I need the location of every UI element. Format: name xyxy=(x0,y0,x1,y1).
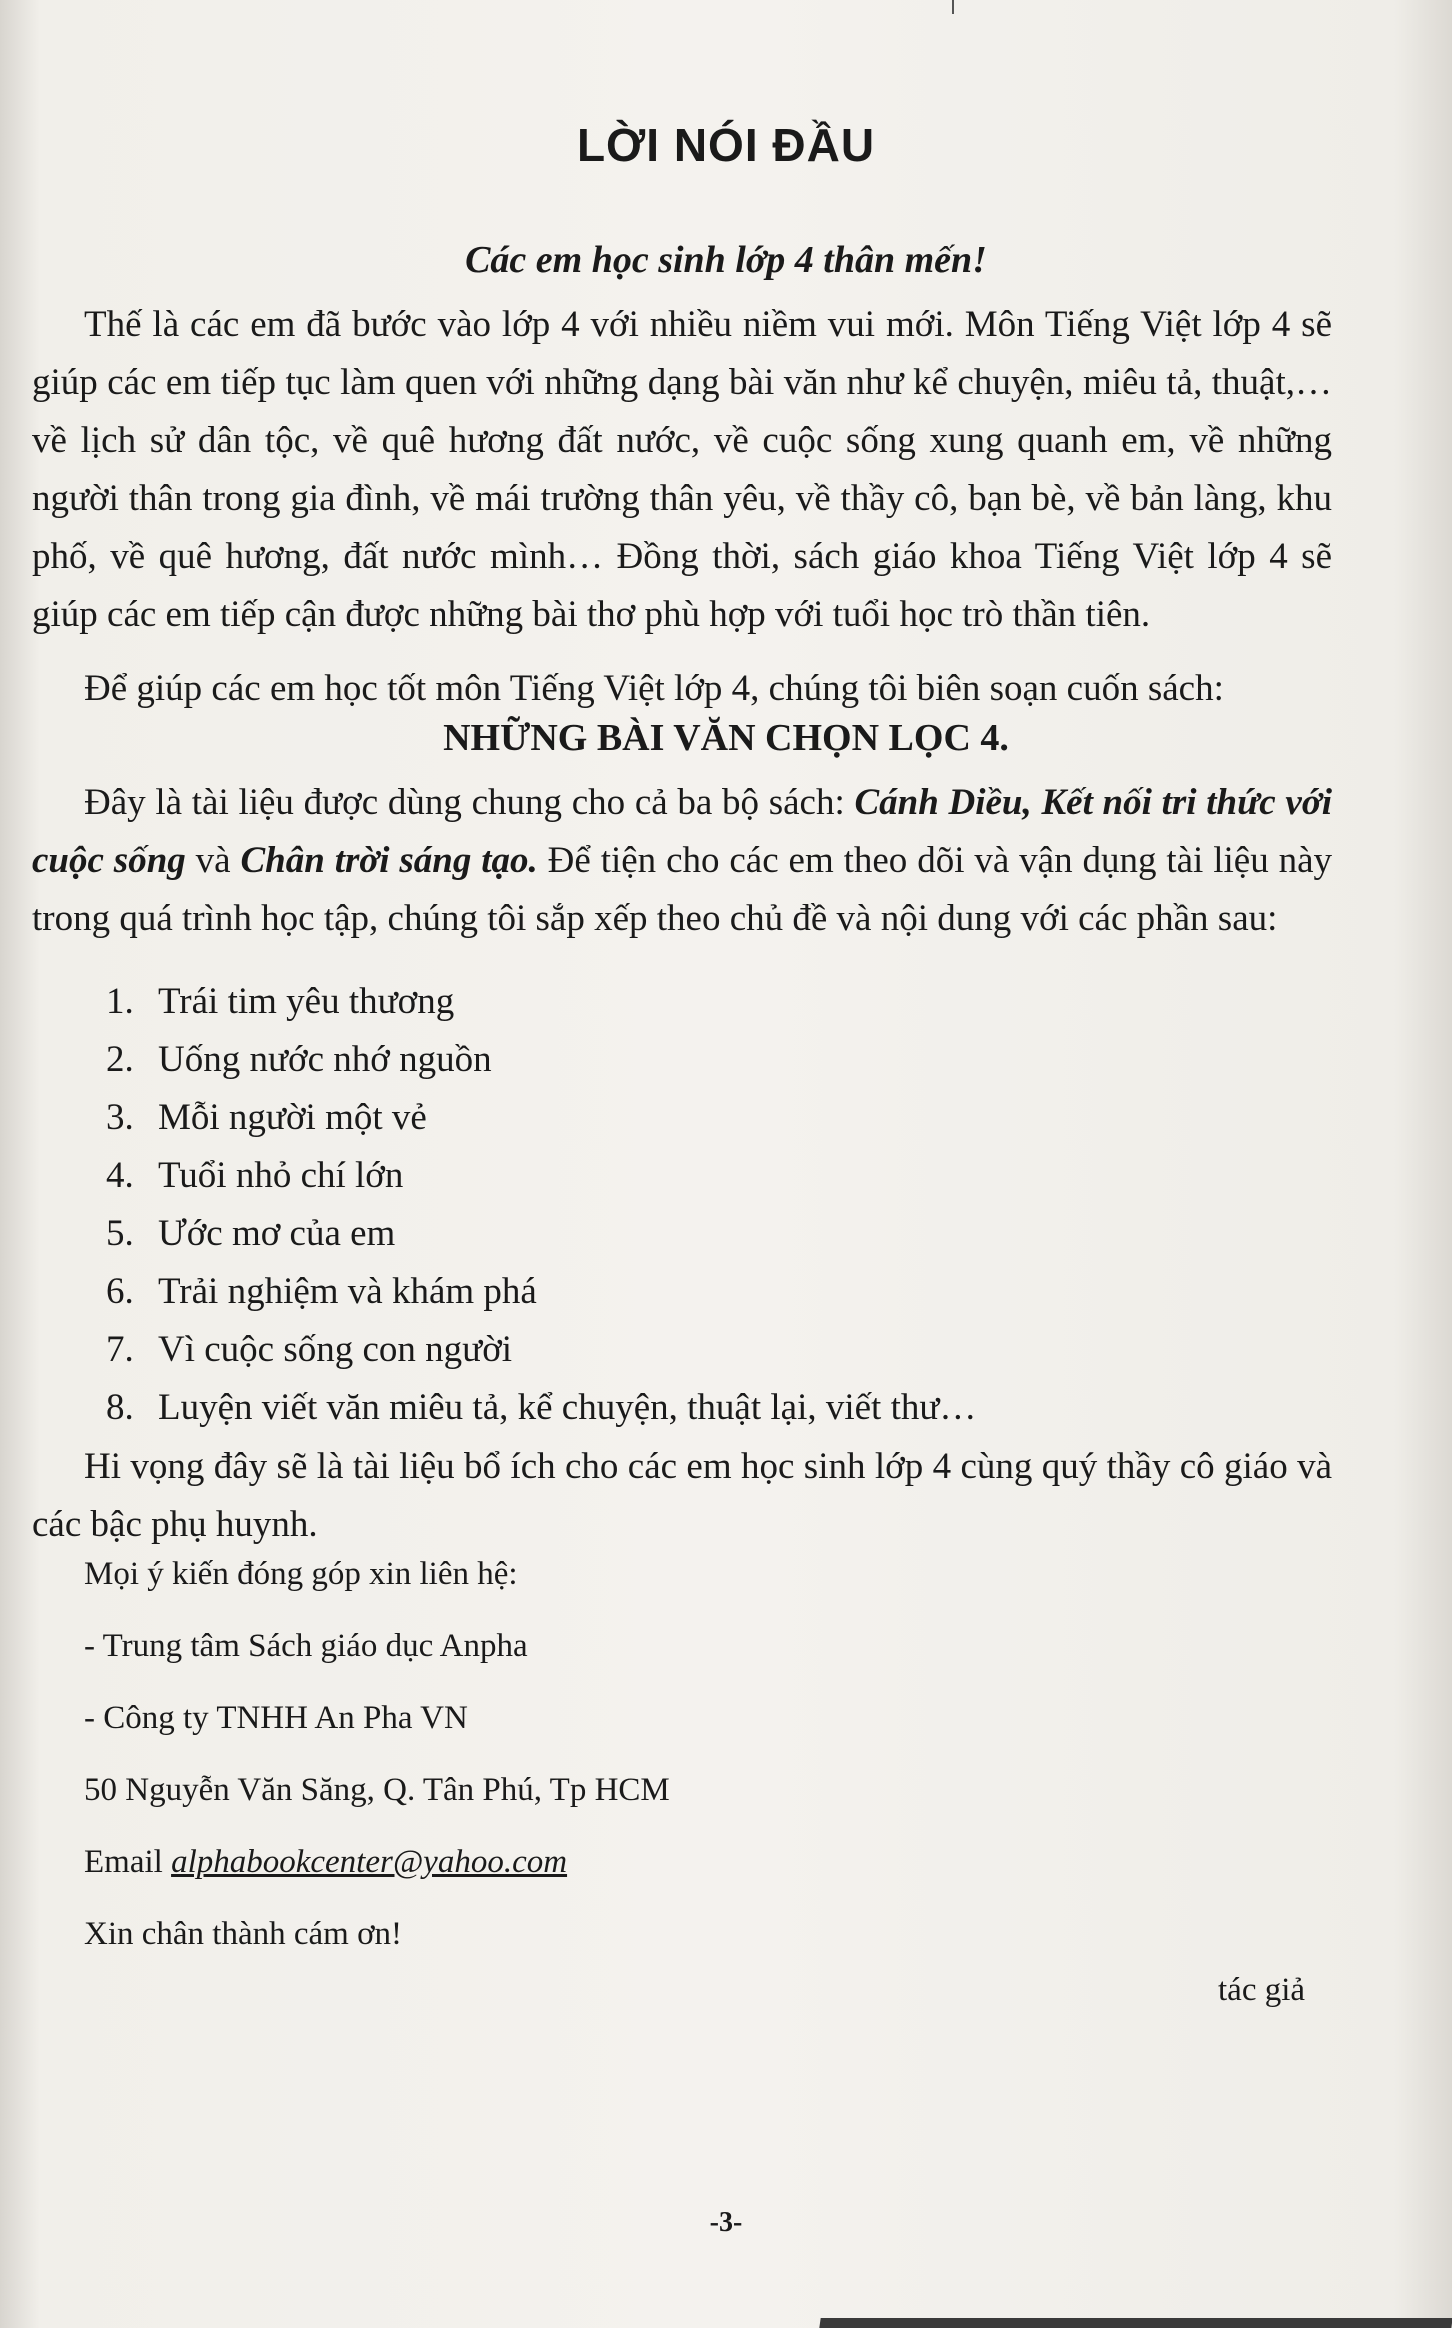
series-rest: Để tiện cho các em theo dõi và vận dụng tài liệu này trong quá trình học tập, chúng tôi sắp xếp theo chủ đề và nội dung với các phần sau: xyxy=(32,840,1332,939)
list-item xyxy=(106,1212,395,1255)
list-item-number: 8. xyxy=(106,1387,134,1428)
list-item-label: Trải nghiệm và khám phá xyxy=(158,1271,537,1312)
contact-email-line xyxy=(84,1844,567,1881)
list-item-label: Trái tim yêu thương xyxy=(158,981,455,1022)
list-item xyxy=(106,980,454,1023)
list-item-label: Mỗi người một vẻ xyxy=(158,1097,427,1138)
salutation: Các em học sinh lớp 4 thân mến! xyxy=(465,239,987,281)
list-item-label: Luyện viết văn miêu tả, kể chuyện, thuật lại, viết thư… xyxy=(158,1387,977,1428)
contact-intro: Mọi ý kiến đóng góp xin liên hệ: xyxy=(84,1556,518,1592)
list-item-number: 7. xyxy=(106,1329,134,1370)
list-item xyxy=(106,1038,492,1081)
thanks-line: Xin chân thành cám ơn! xyxy=(84,1916,403,1952)
list-item-number: 1. xyxy=(106,981,134,1022)
list-item-number: 6. xyxy=(106,1271,134,1312)
paragraph-purpose: Để giúp các em học tốt môn Tiếng Việt lớp 4, chúng tôi biên soạn cuốn sách: xyxy=(84,668,1224,709)
list-item xyxy=(106,1386,976,1429)
binding-mark xyxy=(952,0,954,14)
list-item xyxy=(106,1154,403,1197)
page-title: LỜI NÓI ĐẦU xyxy=(576,119,876,171)
signature: tác giả xyxy=(1218,1972,1306,2008)
paragraph-closing: Hi vọng đây sẽ là tài liệu bổ ích cho các em học sinh lớp 4 cùng quý thầy cô giáo và các bậc phụ huynh. xyxy=(32,1446,1332,1545)
list-item-number: 3. xyxy=(106,1097,134,1138)
list-item-label: Vì cuộc sống con người xyxy=(158,1329,513,1370)
contact-company: - Công ty TNHH An Pha VN xyxy=(84,1700,468,1736)
list-item-number: 5. xyxy=(106,1213,134,1254)
list-item-label: Tuổi nhỏ chí lớn xyxy=(158,1155,404,1196)
series-name-2: Chân trời sáng tạo. xyxy=(240,840,538,881)
email-label: Email xyxy=(84,1844,172,1880)
series-name-1: Cánh Diều, Kết nối tri thức với cuộc sống xyxy=(32,782,1332,881)
paragraph-intro: Thế là các em đã bước vào lớp 4 với nhiều niềm vui mới. Môn Tiếng Việt lớp 4 sẽ giúp các em tiếp tục làm quen với những dạng bài văn như kể chuyện, miêu tả, thuật,…về lịch sử dân tộc, về quê hương đất nước, về cuộc sống xung quanh em, về những người thân trong gia đình, về mái trường thân yêu, về thầy cô, bạn bè, về bản làng, khu phố, về quê hương, đất nước mình… Đồng thời, sách giáo khoa Tiếng Việt lớp 4 sẽ giúp các em tiếp cận được những bài thơ phù hợp với tuổi học trò thần tiên. xyxy=(32,304,1332,635)
contact-address: 50 Nguyễn Văn Săng, Q. Tân Phú, Tp HCM xyxy=(84,1772,670,1808)
series-conj: và xyxy=(185,840,241,881)
page-number: -3- xyxy=(709,2207,743,2238)
email-link[interactable]: alphabookcenter@yahoo.com xyxy=(171,1844,568,1880)
list-item-label: Uống nước nhớ nguồn xyxy=(158,1039,492,1080)
list-item xyxy=(106,1096,427,1139)
list-item-number: 2. xyxy=(106,1039,134,1080)
list-item xyxy=(106,1328,512,1371)
list-item-label: Ước mơ của em xyxy=(158,1213,396,1254)
list-item xyxy=(106,1270,537,1313)
series-intro: Đây là tài liệu được dùng chung cho cả ba bộ sách: xyxy=(84,782,855,823)
contact-center: - Trung tâm Sách giáo dục Anpha xyxy=(84,1628,528,1664)
paragraph-series xyxy=(32,774,1332,948)
page-edge-shadow xyxy=(819,2318,1452,2328)
book-title: NHỮNG BÀI VĂN CHỌN LỌC 4. xyxy=(443,717,1009,759)
list-item-number: 4. xyxy=(106,1155,134,1196)
